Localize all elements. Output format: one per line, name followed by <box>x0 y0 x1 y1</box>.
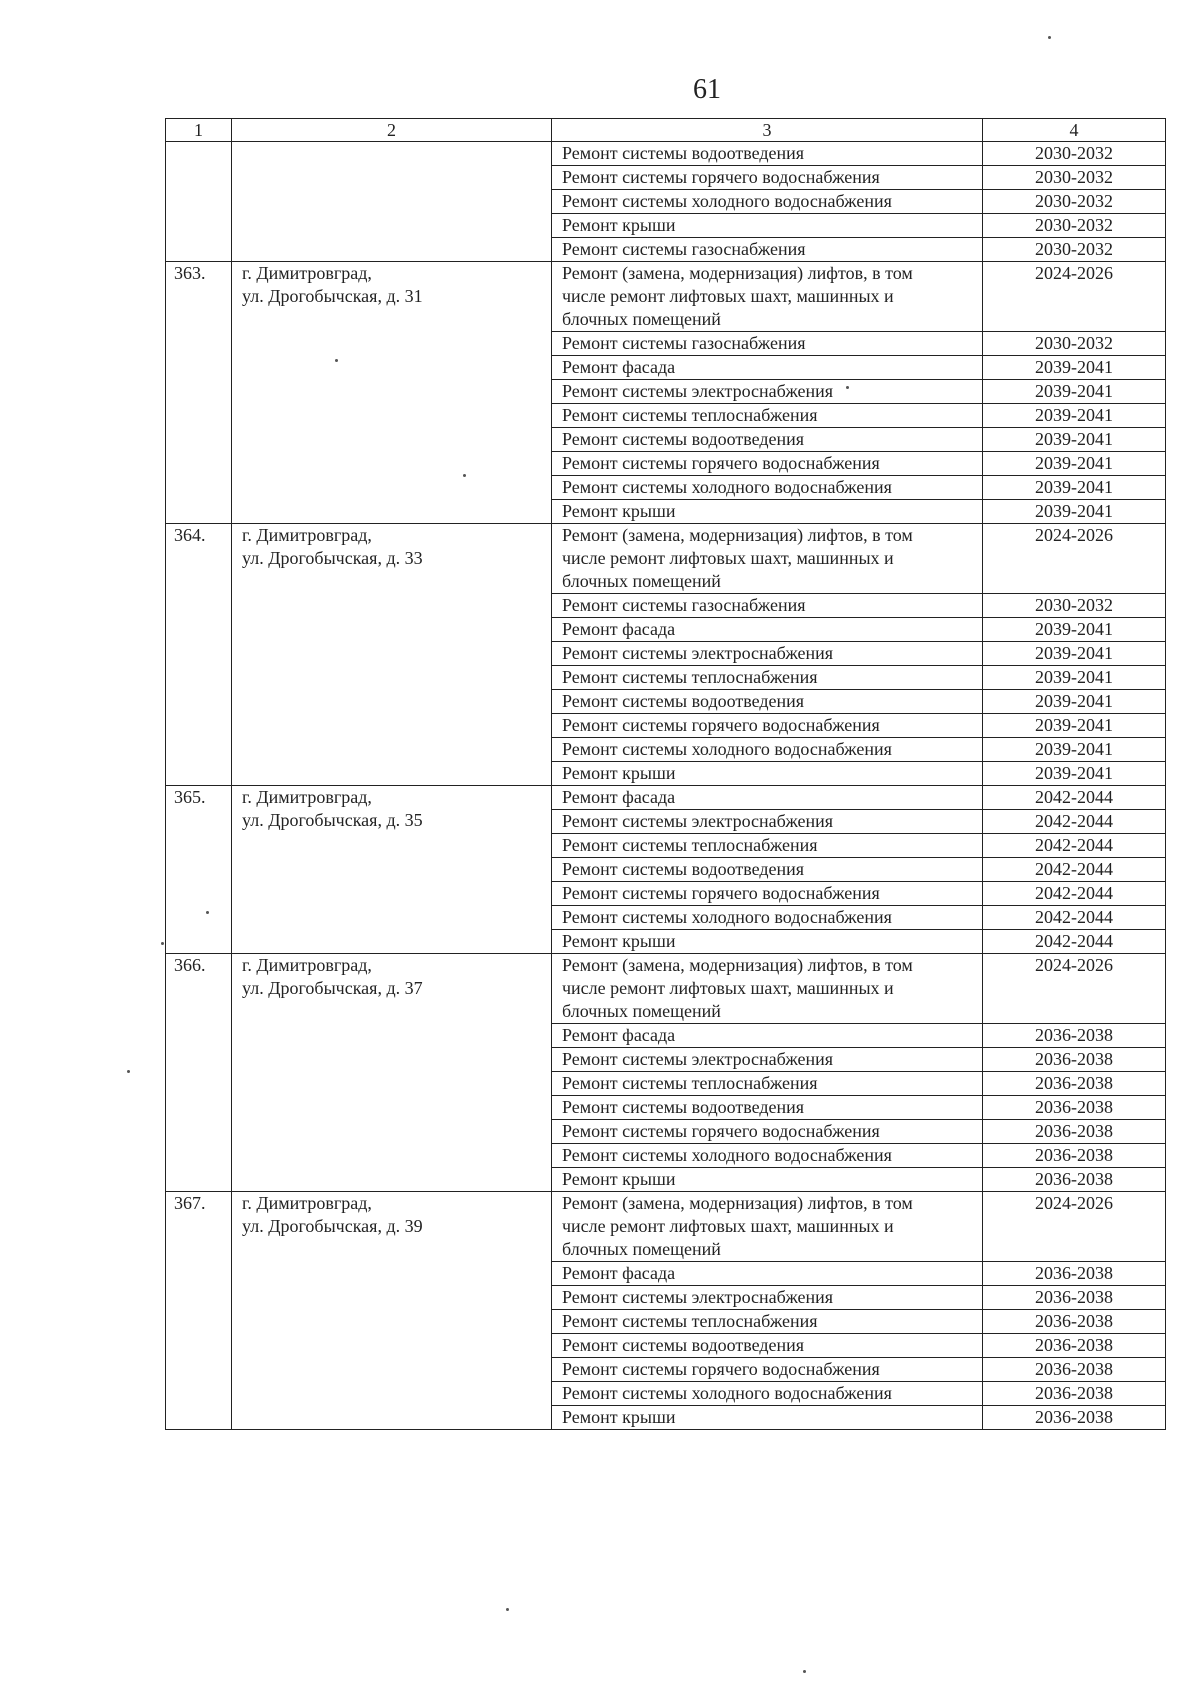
work-type-line: блочных помещений <box>562 571 721 591</box>
address-line: г. Димитровград, <box>242 787 372 807</box>
table-body <box>166 142 1166 1430</box>
address-cell <box>232 524 552 786</box>
period-cell: 2030-2032 <box>983 166 1166 190</box>
work-type-cell: Ремонт системы холодного водоснабжения <box>552 1144 983 1168</box>
work-type-cell: Ремонт системы водоотведения <box>552 1334 983 1358</box>
work-type-cell: Ремонт системы холодного водоснабжения <box>552 738 983 762</box>
period-cell: 2039-2041 <box>983 452 1166 476</box>
period-cell: 2039-2041 <box>983 404 1166 428</box>
work-type-cell: Ремонт системы водоотведения <box>552 690 983 714</box>
period-cell: 2042-2044 <box>983 882 1166 906</box>
address-cell <box>232 954 552 1192</box>
work-type-cell: Ремонт системы электроснабжения <box>552 1048 983 1072</box>
work-type-cell: Ремонт системы теплоснабжения <box>552 666 983 690</box>
work-type-cell: Ремонт системы электроснабжения <box>552 810 983 834</box>
period-cell: 2042-2044 <box>983 858 1166 882</box>
scan-speck <box>206 911 209 914</box>
work-type-cell: Ремонт крыши <box>552 1406 983 1430</box>
period-cell: 2042-2044 <box>983 786 1166 810</box>
period-cell: 2039-2041 <box>983 476 1166 500</box>
work-type-line: Ремонт (замена, модернизация) лифтов, в том <box>562 955 913 975</box>
work-type-cell: Ремонт системы холодного водоснабжения <box>552 1382 983 1406</box>
period-cell: 2036-2038 <box>983 1334 1166 1358</box>
period-cell: 2039-2041 <box>983 618 1166 642</box>
period-cell: 2024-2026 <box>983 954 1166 1024</box>
period-cell: 2039-2041 <box>983 380 1166 404</box>
work-type-cell: Ремонт системы электроснабжения <box>552 380 983 404</box>
work-type-cell: Ремонт системы водоотведения <box>552 858 983 882</box>
work-type-line: числе ремонт лифтовых шахт, машинных и <box>562 978 894 998</box>
period-cell: 2039-2041 <box>983 714 1166 738</box>
scan-speck <box>161 942 164 945</box>
work-type-line: Ремонт (замена, модернизация) лифтов, в том <box>562 263 913 283</box>
period-cell: 2036-2038 <box>983 1024 1166 1048</box>
table-row <box>166 524 1166 594</box>
period-cell: 2039-2041 <box>983 738 1166 762</box>
work-type-line: числе ремонт лифтовых шахт, машинных и <box>562 1216 894 1236</box>
work-type-line: блочных помещений <box>562 1001 721 1021</box>
period-cell: 2042-2044 <box>983 810 1166 834</box>
work-type-cell: Ремонт крыши <box>552 214 983 238</box>
work-type-cell: Ремонт системы газоснабжения <box>552 238 983 262</box>
column-header-address: 2 <box>232 119 552 142</box>
work-type-line: блочных помещений <box>562 1239 721 1259</box>
period-cell: 2036-2038 <box>983 1168 1166 1192</box>
address-line: г. Димитровград, <box>242 1193 372 1213</box>
scan-speck <box>335 359 338 362</box>
period-cell: 2039-2041 <box>983 666 1166 690</box>
scan-speck <box>127 1070 130 1073</box>
table-row <box>166 262 1166 332</box>
address-line: ул. Дрогобычская, д. 31 <box>242 286 423 306</box>
work-type-cell: Ремонт системы водоотведения <box>552 428 983 452</box>
period-cell: 2030-2032 <box>983 142 1166 166</box>
header-row <box>166 119 1166 142</box>
work-type-cell <box>552 524 983 594</box>
address-line: ул. Дрогобычская, д. 39 <box>242 1216 423 1236</box>
address-cell <box>232 142 552 262</box>
period-cell: 2039-2041 <box>983 500 1166 524</box>
address-cell <box>232 786 552 954</box>
period-cell: 2030-2032 <box>983 238 1166 262</box>
address-line: г. Димитровград, <box>242 263 372 283</box>
item-number: 366. <box>166 954 232 1192</box>
table-header <box>166 119 1166 142</box>
period-cell: 2036-2038 <box>983 1406 1166 1430</box>
period-cell: 2036-2038 <box>983 1310 1166 1334</box>
address-line: ул. Дрогобычская, д. 37 <box>242 978 423 998</box>
period-cell: 2039-2041 <box>983 428 1166 452</box>
work-type-cell: Ремонт системы газоснабжения <box>552 332 983 356</box>
work-type-cell <box>552 262 983 332</box>
table-row <box>166 786 1166 810</box>
period-cell: 2024-2026 <box>983 524 1166 594</box>
period-cell: 2039-2041 <box>983 356 1166 380</box>
work-type-cell: Ремонт фасада <box>552 356 983 380</box>
work-type-cell: Ремонт крыши <box>552 500 983 524</box>
period-cell: 2036-2038 <box>983 1120 1166 1144</box>
address-cell <box>232 1192 552 1430</box>
work-type-line: числе ремонт лифтовых шахт, машинных и <box>562 286 894 306</box>
scan-speck <box>463 474 466 477</box>
work-type-cell: Ремонт крыши <box>552 930 983 954</box>
period-cell: 2030-2032 <box>983 214 1166 238</box>
period-cell: 2036-2038 <box>983 1262 1166 1286</box>
column-header-period: 4 <box>983 119 1166 142</box>
period-cell: 2039-2041 <box>983 690 1166 714</box>
period-cell: 2024-2026 <box>983 262 1166 332</box>
table-row <box>166 142 1166 166</box>
address-line: г. Димитровград, <box>242 525 372 545</box>
period-cell: 2036-2038 <box>983 1358 1166 1382</box>
scan-speck <box>846 386 849 389</box>
repair-schedule-table <box>165 118 1166 1430</box>
work-type-cell: Ремонт системы теплоснабжения <box>552 834 983 858</box>
period-cell: 2036-2038 <box>983 1144 1166 1168</box>
work-type-cell: Ремонт системы электроснабжения <box>552 642 983 666</box>
work-type-cell: Ремонт системы холодного водоснабжения <box>552 190 983 214</box>
table-row <box>166 954 1166 1024</box>
period-cell: 2030-2032 <box>983 190 1166 214</box>
work-type-cell: Ремонт системы холодного водоснабжения <box>552 906 983 930</box>
item-number <box>166 142 232 262</box>
work-type-cell <box>552 954 983 1024</box>
period-cell: 2036-2038 <box>983 1286 1166 1310</box>
column-header-work: 3 <box>552 119 983 142</box>
work-type-cell <box>552 1192 983 1262</box>
item-number: 365. <box>166 786 232 954</box>
item-number: 363. <box>166 262 232 524</box>
work-type-line: Ремонт (замена, модернизация) лифтов, в том <box>562 525 913 545</box>
work-type-cell: Ремонт фасада <box>552 1024 983 1048</box>
period-cell: 2036-2038 <box>983 1072 1166 1096</box>
period-cell: 2042-2044 <box>983 834 1166 858</box>
column-header-number: 1 <box>166 119 232 142</box>
period-cell: 2030-2032 <box>983 332 1166 356</box>
address-line: ул. Дрогобычская, д. 33 <box>242 548 423 568</box>
work-type-cell: Ремонт системы водоотведения <box>552 1096 983 1120</box>
work-type-line: Ремонт (замена, модернизация) лифтов, в том <box>562 1193 913 1213</box>
address-cell <box>232 262 552 524</box>
work-type-line: блочных помещений <box>562 309 721 329</box>
address-line: ул. Дрогобычская, д. 35 <box>242 810 423 830</box>
work-type-cell: Ремонт фасада <box>552 1262 983 1286</box>
table-row <box>166 1192 1166 1262</box>
item-number: 364. <box>166 524 232 786</box>
work-type-cell: Ремонт крыши <box>552 762 983 786</box>
work-type-cell: Ремонт фасада <box>552 786 983 810</box>
work-type-cell: Ремонт системы электроснабжения <box>552 1286 983 1310</box>
scan-speck <box>506 1608 509 1611</box>
period-cell: 2024-2026 <box>983 1192 1166 1262</box>
work-type-cell: Ремонт системы горячего водоснабжения <box>552 166 983 190</box>
address-line: г. Димитровград, <box>242 955 372 975</box>
work-type-cell: Ремонт системы водоотведения <box>552 142 983 166</box>
work-type-cell: Ремонт системы теплоснабжения <box>552 1072 983 1096</box>
scan-speck <box>803 1670 806 1673</box>
item-number: 367. <box>166 1192 232 1430</box>
period-cell: 2036-2038 <box>983 1048 1166 1072</box>
work-type-cell: Ремонт системы горячего водоснабжения <box>552 882 983 906</box>
period-cell: 2039-2041 <box>983 642 1166 666</box>
period-cell: 2036-2038 <box>983 1382 1166 1406</box>
work-type-cell: Ремонт системы теплоснабжения <box>552 1310 983 1334</box>
period-cell: 2042-2044 <box>983 906 1166 930</box>
work-type-cell: Ремонт системы горячего водоснабжения <box>552 1120 983 1144</box>
page-number: 61 <box>693 74 721 105</box>
period-cell: 2030-2032 <box>983 594 1166 618</box>
work-type-cell: Ремонт системы теплоснабжения <box>552 404 983 428</box>
period-cell: 2036-2038 <box>983 1096 1166 1120</box>
work-type-cell: Ремонт крыши <box>552 1168 983 1192</box>
scan-speck <box>1048 36 1051 39</box>
work-type-cell: Ремонт системы горячего водоснабжения <box>552 452 983 476</box>
work-type-line: числе ремонт лифтовых шахт, машинных и <box>562 548 894 568</box>
work-type-cell: Ремонт системы горячего водоснабжения <box>552 1358 983 1382</box>
period-cell: 2042-2044 <box>983 930 1166 954</box>
period-cell: 2039-2041 <box>983 762 1166 786</box>
work-type-cell: Ремонт фасада <box>552 618 983 642</box>
work-type-cell: Ремонт системы газоснабжения <box>552 594 983 618</box>
work-type-cell: Ремонт системы холодного водоснабжения <box>552 476 983 500</box>
work-type-cell: Ремонт системы горячего водоснабжения <box>552 714 983 738</box>
